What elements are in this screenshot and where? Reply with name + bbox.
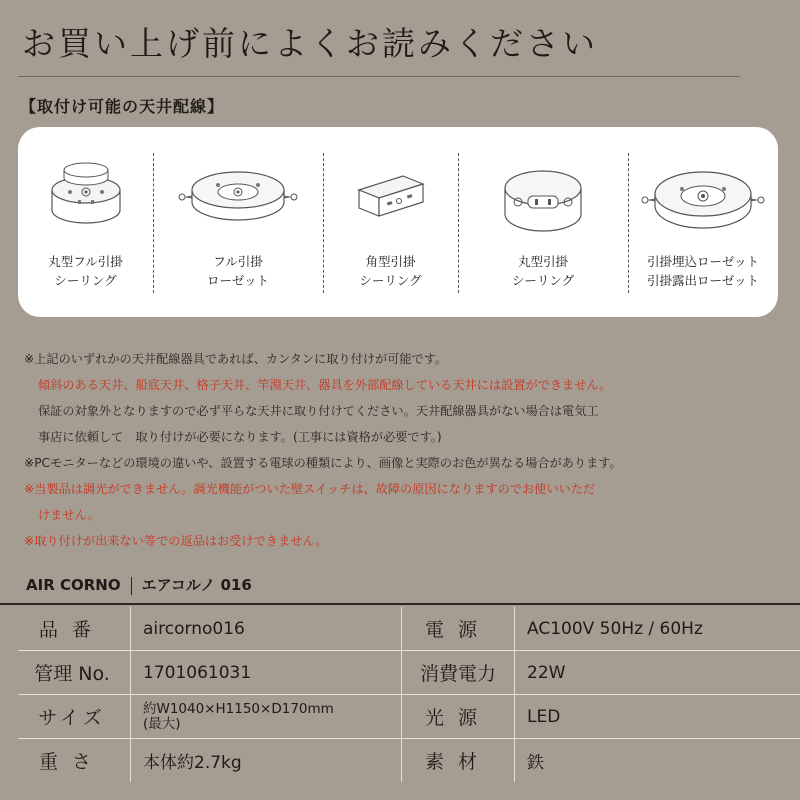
- note-warning-line: ※当製品は調光ができません。調光機能がついた壁スイッチは、故障の原因になりますのでお使いいただ: [24, 482, 596, 496]
- spec-value: [130, 695, 402, 738]
- wiring-item-label-line2: シーリング: [359, 273, 422, 288]
- wiring-item-label: [323, 252, 458, 290]
- wiring-item-label-line1: 引掛埋込ローゼット: [646, 254, 759, 269]
- wiring-item-label-line1: 丸型引掛: [517, 254, 568, 269]
- spec-key: 品番: [38, 619, 105, 641]
- note-warning-line: 傾斜のある天井、船底天井、格子天井、竿淵天井、器具を外部配線している天井には設置ができません。: [38, 378, 612, 392]
- wiring-item-square-hook: [323, 127, 458, 317]
- wiring-item-hook-rosette: [628, 127, 778, 317]
- product-divider: [0, 603, 800, 605]
- spec-value: aircorno016: [130, 607, 402, 650]
- round-full-hook-ceiling-icon: [46, 162, 126, 232]
- note-line: 保証の対象外となりますので必ず平らな天井に取り付けてください。天井配線器具がない場合は電気工: [38, 404, 599, 418]
- wiring-item-full-hook-rosette: [153, 127, 323, 317]
- spec-key: 重さ: [38, 751, 105, 773]
- wiring-item-label: [458, 252, 628, 290]
- spec-table: [18, 607, 800, 783]
- notes: [24, 346, 784, 554]
- spec-row: [18, 695, 800, 739]
- spec-value: 本体約2.7kg: [130, 739, 402, 782]
- note-warning-line: けません。: [38, 508, 100, 522]
- wiring-item-label-line2: シーリング: [511, 273, 575, 288]
- spec-key: サイズ: [38, 707, 106, 729]
- wiring-item-label: [628, 252, 778, 290]
- spec-value: 1701061031: [130, 651, 402, 694]
- note-line: 事店に依頼して 取り付けが必要になります。(工事には資格が必要です。): [38, 430, 442, 444]
- wiring-item-label-line1: フル引掛: [213, 254, 263, 269]
- spec-row: [18, 651, 800, 695]
- heading-separator: [131, 577, 132, 595]
- spec-key: 電源: [424, 619, 491, 641]
- wiring-item-label-line1: 丸型フル引掛: [48, 254, 123, 269]
- wiring-item-label-line1: 角型引掛: [365, 254, 416, 269]
- wiring-panel: [18, 127, 778, 317]
- page-title: お買い上げ前によくお読みください: [22, 24, 598, 63]
- wiring-item-label: [153, 252, 323, 290]
- full-hook-rosette-icon: [173, 162, 303, 232]
- spec-key: 素材: [424, 751, 491, 773]
- wiring-item-round-full-hook: [18, 127, 153, 317]
- product-brand: AIR CORNO: [26, 576, 121, 594]
- wiring-item-label-line2: シーリング: [54, 273, 117, 288]
- spec-value-size-note: (最大): [143, 715, 181, 732]
- product-name: エアコルノ 016: [141, 576, 252, 594]
- spec-row: [18, 607, 800, 651]
- wiring-item-label-line2: 引掛露出ローゼット: [646, 273, 759, 288]
- title-divider: [18, 76, 740, 77]
- spec-value: 鉄: [514, 739, 800, 782]
- wiring-item-label-line2: ローゼット: [206, 273, 269, 288]
- round-hook-ceiling-icon: [498, 162, 588, 237]
- product-heading: [26, 574, 252, 598]
- hook-rosette-icon: [638, 162, 768, 237]
- wiring-item-label: [18, 252, 153, 290]
- spec-key: 消費電力: [419, 663, 496, 685]
- note-line: ※上記のいずれかの天井配線器具であれば、カンタンに取り付けが可能です。: [24, 352, 448, 366]
- spec-key: 管理 No.: [34, 663, 110, 685]
- spec-value-size: 約W1040×H1150×D170mm: [143, 700, 334, 717]
- note-line: ※PCモニターなどの環境の違いや、設置する電球の種類により、画像と実際のお色が異なる場合があります。: [24, 456, 622, 470]
- wiring-item-round-hook: [458, 127, 628, 317]
- spec-value: AC100V 50Hz / 60Hz: [514, 607, 800, 650]
- page-header: [0, 0, 800, 80]
- spec-key: 光源: [424, 707, 491, 729]
- note-warning-line: ※取り付けが出来ない等での返品はお受けできません。: [24, 534, 328, 548]
- spec-value: LED: [514, 695, 800, 738]
- square-hook-ceiling-icon: [351, 162, 431, 232]
- section-label: 【取付け可能の天井配線】: [20, 97, 225, 116]
- spec-value: 22W: [514, 651, 800, 694]
- spec-row: [18, 739, 800, 783]
